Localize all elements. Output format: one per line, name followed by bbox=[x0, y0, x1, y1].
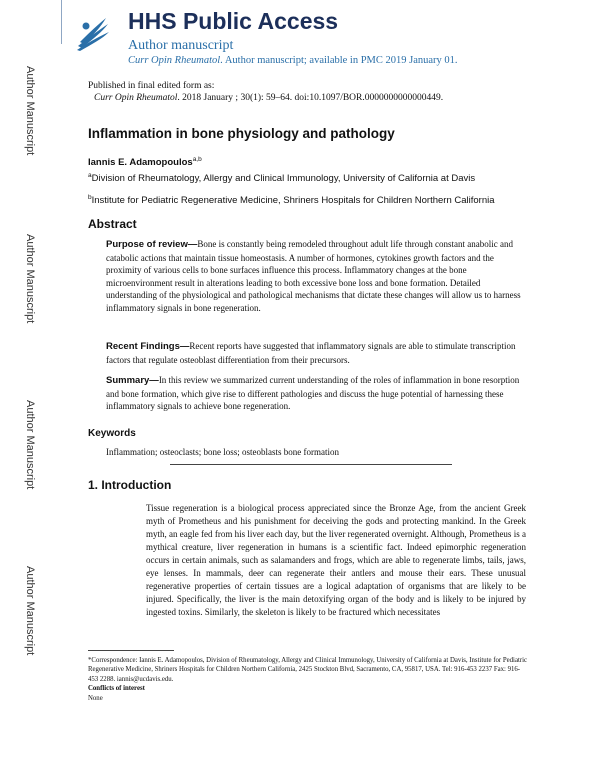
publication-journal: Curr Opin Rheumatol bbox=[94, 93, 178, 103]
purpose-text: Bone is constantly being remodeled throughout adult life through constant anabolic and catabolic actions that maintain tissue homeostasis. A number of hormones, cytokines growth factors and the proximity of various cells to bone surfaces influence this process. Inflammatory changes at the bone microenvironment result in alterations leading to both excessive bone loss and bone formation. Detailed understanding of the physiological and pathological mechanisms that dictate these changes will allow us to harness inflammatory signals in bone regeneration. bbox=[106, 239, 521, 313]
summary-text: In this review we summarized current understanding of the roles of inflammation in bone resorption and bone formation, which give rise to different pathologies and discuss the huge potential of harnessing these inflammatory signals to achieve bone regeneration. bbox=[106, 375, 520, 412]
hhs-title: HHS Public Access bbox=[128, 8, 339, 34]
keywords-divider bbox=[170, 464, 452, 465]
publication-rest: . 2018 January ; 30(1): 59–64. doi:10.1097/BOR.0000000000000449. bbox=[177, 93, 444, 103]
author-name-text: Iannis E. Adamopoulos bbox=[88, 157, 193, 169]
side-label-3: Author Manuscript bbox=[24, 400, 36, 490]
author-manuscript-sidebar bbox=[0, 0, 50, 776]
hhs-eagle-icon bbox=[74, 12, 112, 52]
publication-info bbox=[88, 80, 568, 104]
keywords-text: Inflammation; osteoclasts; bone loss; osteoblasts bone formation bbox=[106, 447, 339, 457]
side-label-1: Author Manuscript bbox=[24, 66, 36, 156]
side-label-4: Author Manuscript bbox=[24, 566, 36, 656]
side-label-2: Author Manuscript bbox=[24, 234, 36, 324]
article-title: Inflammation in bone physiology and pathology bbox=[88, 126, 395, 141]
affiliation-b-text: Institute for Pediatric Regenerative Medicine, Shriners Hospitals for Children Northern California bbox=[91, 195, 495, 207]
abstract-findings bbox=[106, 340, 526, 366]
summary-label: Summary— bbox=[106, 375, 159, 386]
correspondence-footnote bbox=[88, 656, 528, 703]
hhs-header bbox=[70, 6, 580, 68]
citation-rest: . Author manuscript; available in PMC 2019 January 01. bbox=[220, 55, 458, 66]
abstract-summary bbox=[106, 374, 526, 413]
footnote-marker: * bbox=[88, 657, 92, 664]
pmc-citation bbox=[128, 55, 458, 66]
introduction-heading: 1. Introduction bbox=[88, 478, 172, 492]
affiliation-a bbox=[88, 172, 475, 184]
header-divider bbox=[61, 0, 62, 44]
abstract-heading: Abstract bbox=[88, 217, 137, 231]
findings-text: Recent reports have suggested that inflammatory signals are able to stimulate transcription factors that regulate osteoblast differentiation from their precursors. bbox=[106, 341, 516, 365]
findings-label: Recent Findings— bbox=[106, 341, 190, 352]
publication-line-2 bbox=[88, 92, 568, 104]
affiliation-a-marker: a bbox=[88, 172, 92, 179]
abstract-purpose bbox=[106, 238, 526, 315]
conflicts-text: None bbox=[88, 694, 103, 702]
publication-line-1: Published in final edited form as: bbox=[88, 81, 215, 91]
purpose-label: Purpose of review— bbox=[106, 239, 198, 250]
author-name bbox=[88, 156, 202, 168]
affiliation-b-marker: b bbox=[88, 194, 92, 201]
footnote-text: Correspondence: Iannis E. Adamopoulos, Division of Rheumatology, Allergy and Clinical Immunology, University of California at Davis, Institute for Pediatric Regenerative Medicine, Shriners Hospitals for Children Northern California, 2425 Stockton Blvd, Sacramento, CA, 95817, USA. Tel: 916-453 2237 Fax: 916-453 2288. iannis@ucdavis.edu. bbox=[88, 657, 528, 683]
affiliation-a-text: Division of Rheumatology, Allergy and Clinical Immunology, University of California at Davis bbox=[91, 173, 476, 185]
introduction-paragraph: Tissue regeneration is a biological process appreciated since the Bronze Age, from the ancient Greek myth of Prometheus and his punishment for deceiving the gods and protecting mankind. In the Greek myth, an eagle fed from his liver each day, but the liver regenerated overnight. Although, Prometheus is a mythical creature, liver regeneration in humans is a scientific fact. Indeed epimorphic regeneration occurs in certain animals, such as salamanders and frogs, which are able to regenerate limbs, tails, jaws, eye lenses. In mammals, deer can regenerate their antlers and mouse their ears. These unusual regenerative properties of certain tissues are a logical adaptation of organisms that are likely to be injured. Specifically, the liver is the main detoxifying organ of the body and is likely to be injured by ingested toxins. Similarly, the skeleton is likely to be fractured which necessitates bbox=[146, 503, 526, 617]
keywords-heading: Keywords bbox=[88, 428, 136, 439]
footnote-divider bbox=[88, 650, 174, 651]
author-superscript: a,b bbox=[192, 156, 202, 163]
manuscript-label: Author manuscript bbox=[128, 38, 234, 53]
affiliation-b bbox=[88, 194, 495, 206]
conflicts-heading: Conflicts of interest bbox=[88, 685, 145, 693]
citation-journal: Curr Opin Rheumatol bbox=[128, 55, 221, 66]
